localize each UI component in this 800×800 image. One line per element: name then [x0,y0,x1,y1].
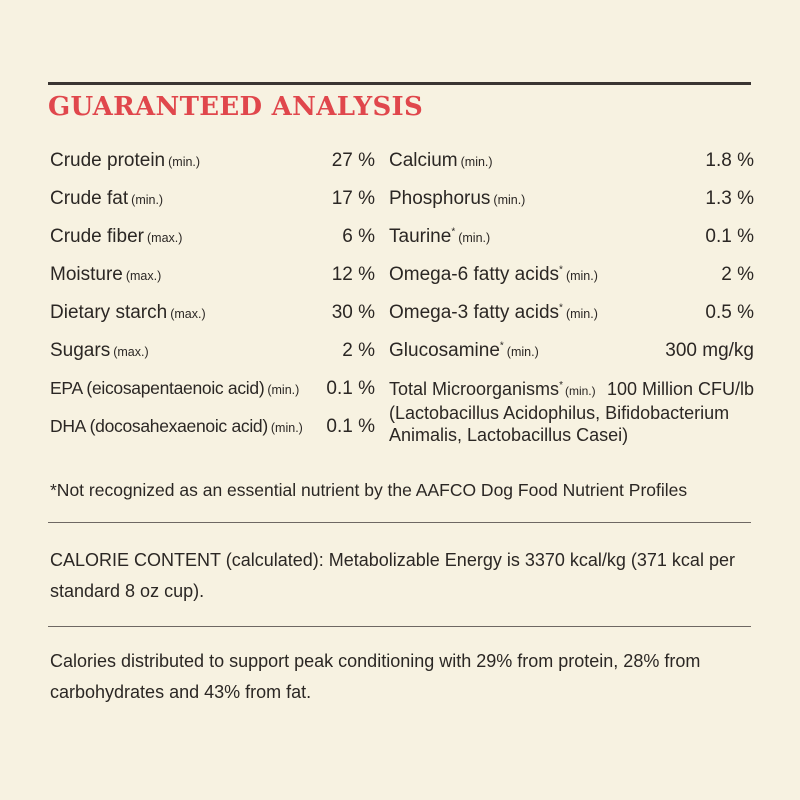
row-qualifier: (max.) [147,231,183,245]
row-value: 0.1 % [705,226,754,247]
row-asterisk: * [559,302,563,314]
analysis-row [50,188,375,226]
row-value: 2 % [342,340,375,361]
footnote: *Not recognized as an essential nutrient by the AAFCO Dog Food Nutrient Profiles [50,480,688,500]
analysis-row [389,226,754,264]
analysis-row [389,302,754,340]
microorganisms-entry [389,378,754,446]
calorie-content: CALORIE CONTENT (calculated): Metabolizable Energy is 3370 kcal/kg (371 kcal per standard 8 oz cup). [50,550,735,601]
row-qualifier: (min.) [270,421,303,435]
micro-label: Total Microorganisms [389,379,560,399]
row-label: Crude protein [50,150,166,171]
row-value: 0.1 % [326,378,375,399]
row-label: Moisture [50,264,123,285]
analysis-row [50,264,375,302]
row-value: 30 % [331,302,375,323]
micro-qualifier: (min.) [564,384,596,398]
section-title: GUARANTEED ANALYSIS [48,92,424,122]
analysis-row [50,150,375,188]
micro-value: 100 Million CFU/lb [606,379,754,399]
analysis-row [50,226,375,264]
row-value: 2 % [721,264,754,285]
row-qualifier: (min.) [267,383,300,397]
row-qualifier: (min.) [460,155,493,169]
row-label: Crude fat [50,188,129,209]
divider [48,626,751,627]
analysis-right-column [389,150,754,446]
calorie-distribution: Calories distributed to support peak conditioning with 29% from protein, 28% from carbohydrates and 43% from fat. [50,651,701,702]
micro-strains-line: (Lactobacillus Acidophilus, Bifidobacterium [389,403,730,423]
row-label: Calcium [389,150,458,171]
row-qualifier: (min.) [493,193,526,207]
row-qualifier: (max.) [113,345,149,359]
analysis-row [50,416,375,454]
analysis-left-column [50,150,375,454]
row-label: Phosphorus [389,188,491,209]
row-label: Sugars [50,340,111,361]
row-value: 27 % [331,150,375,171]
row-label: Crude fiber [50,226,144,247]
micro-strains-line: Animalis, Lactobacillus Casei) [389,425,629,445]
analysis-row [389,264,754,302]
row-qualifier: (min.) [168,155,201,169]
row-qualifier: (min.) [458,231,491,245]
row-value: 17 % [331,188,375,209]
row-value: 0.5 % [705,302,754,323]
analysis-row [389,150,754,188]
analysis-row [389,188,754,226]
row-label: Omega-3 fatty acids [389,302,560,323]
row-value: 1.8 % [705,150,754,171]
analysis-row [389,340,754,378]
row-label: Dietary starch [50,302,168,323]
row-label: Omega-6 fatty acids [389,264,560,285]
row-qualifier: (min.) [131,193,164,207]
analysis-row [50,302,375,340]
row-qualifier: (min.) [565,269,598,283]
top-rule [48,82,751,85]
row-value: 1.3 % [705,188,754,209]
analysis-row [50,378,375,416]
micro-asterisk: * [559,380,563,391]
row-asterisk: * [559,264,563,276]
row-qualifier: (max.) [170,307,206,321]
row-value: 12 % [331,264,375,285]
row-label: DHA (docosahexaenoic acid) [50,416,268,436]
row-label: Glucosamine [389,340,500,361]
row-value: 300 mg/kg [665,340,754,361]
row-value: 6 % [342,226,375,247]
row-qualifier: (min.) [506,345,539,359]
row-asterisk: * [451,226,456,238]
row-value: 0.1 % [326,416,375,437]
row-label: EPA (eicosapentaenoic acid) [50,378,265,398]
divider [48,522,751,523]
row-qualifier: (max.) [125,269,162,283]
row-label: Taurine [389,226,452,247]
row-qualifier: (min.) [565,307,598,321]
analysis-row [50,340,375,378]
row-asterisk: * [499,340,504,352]
